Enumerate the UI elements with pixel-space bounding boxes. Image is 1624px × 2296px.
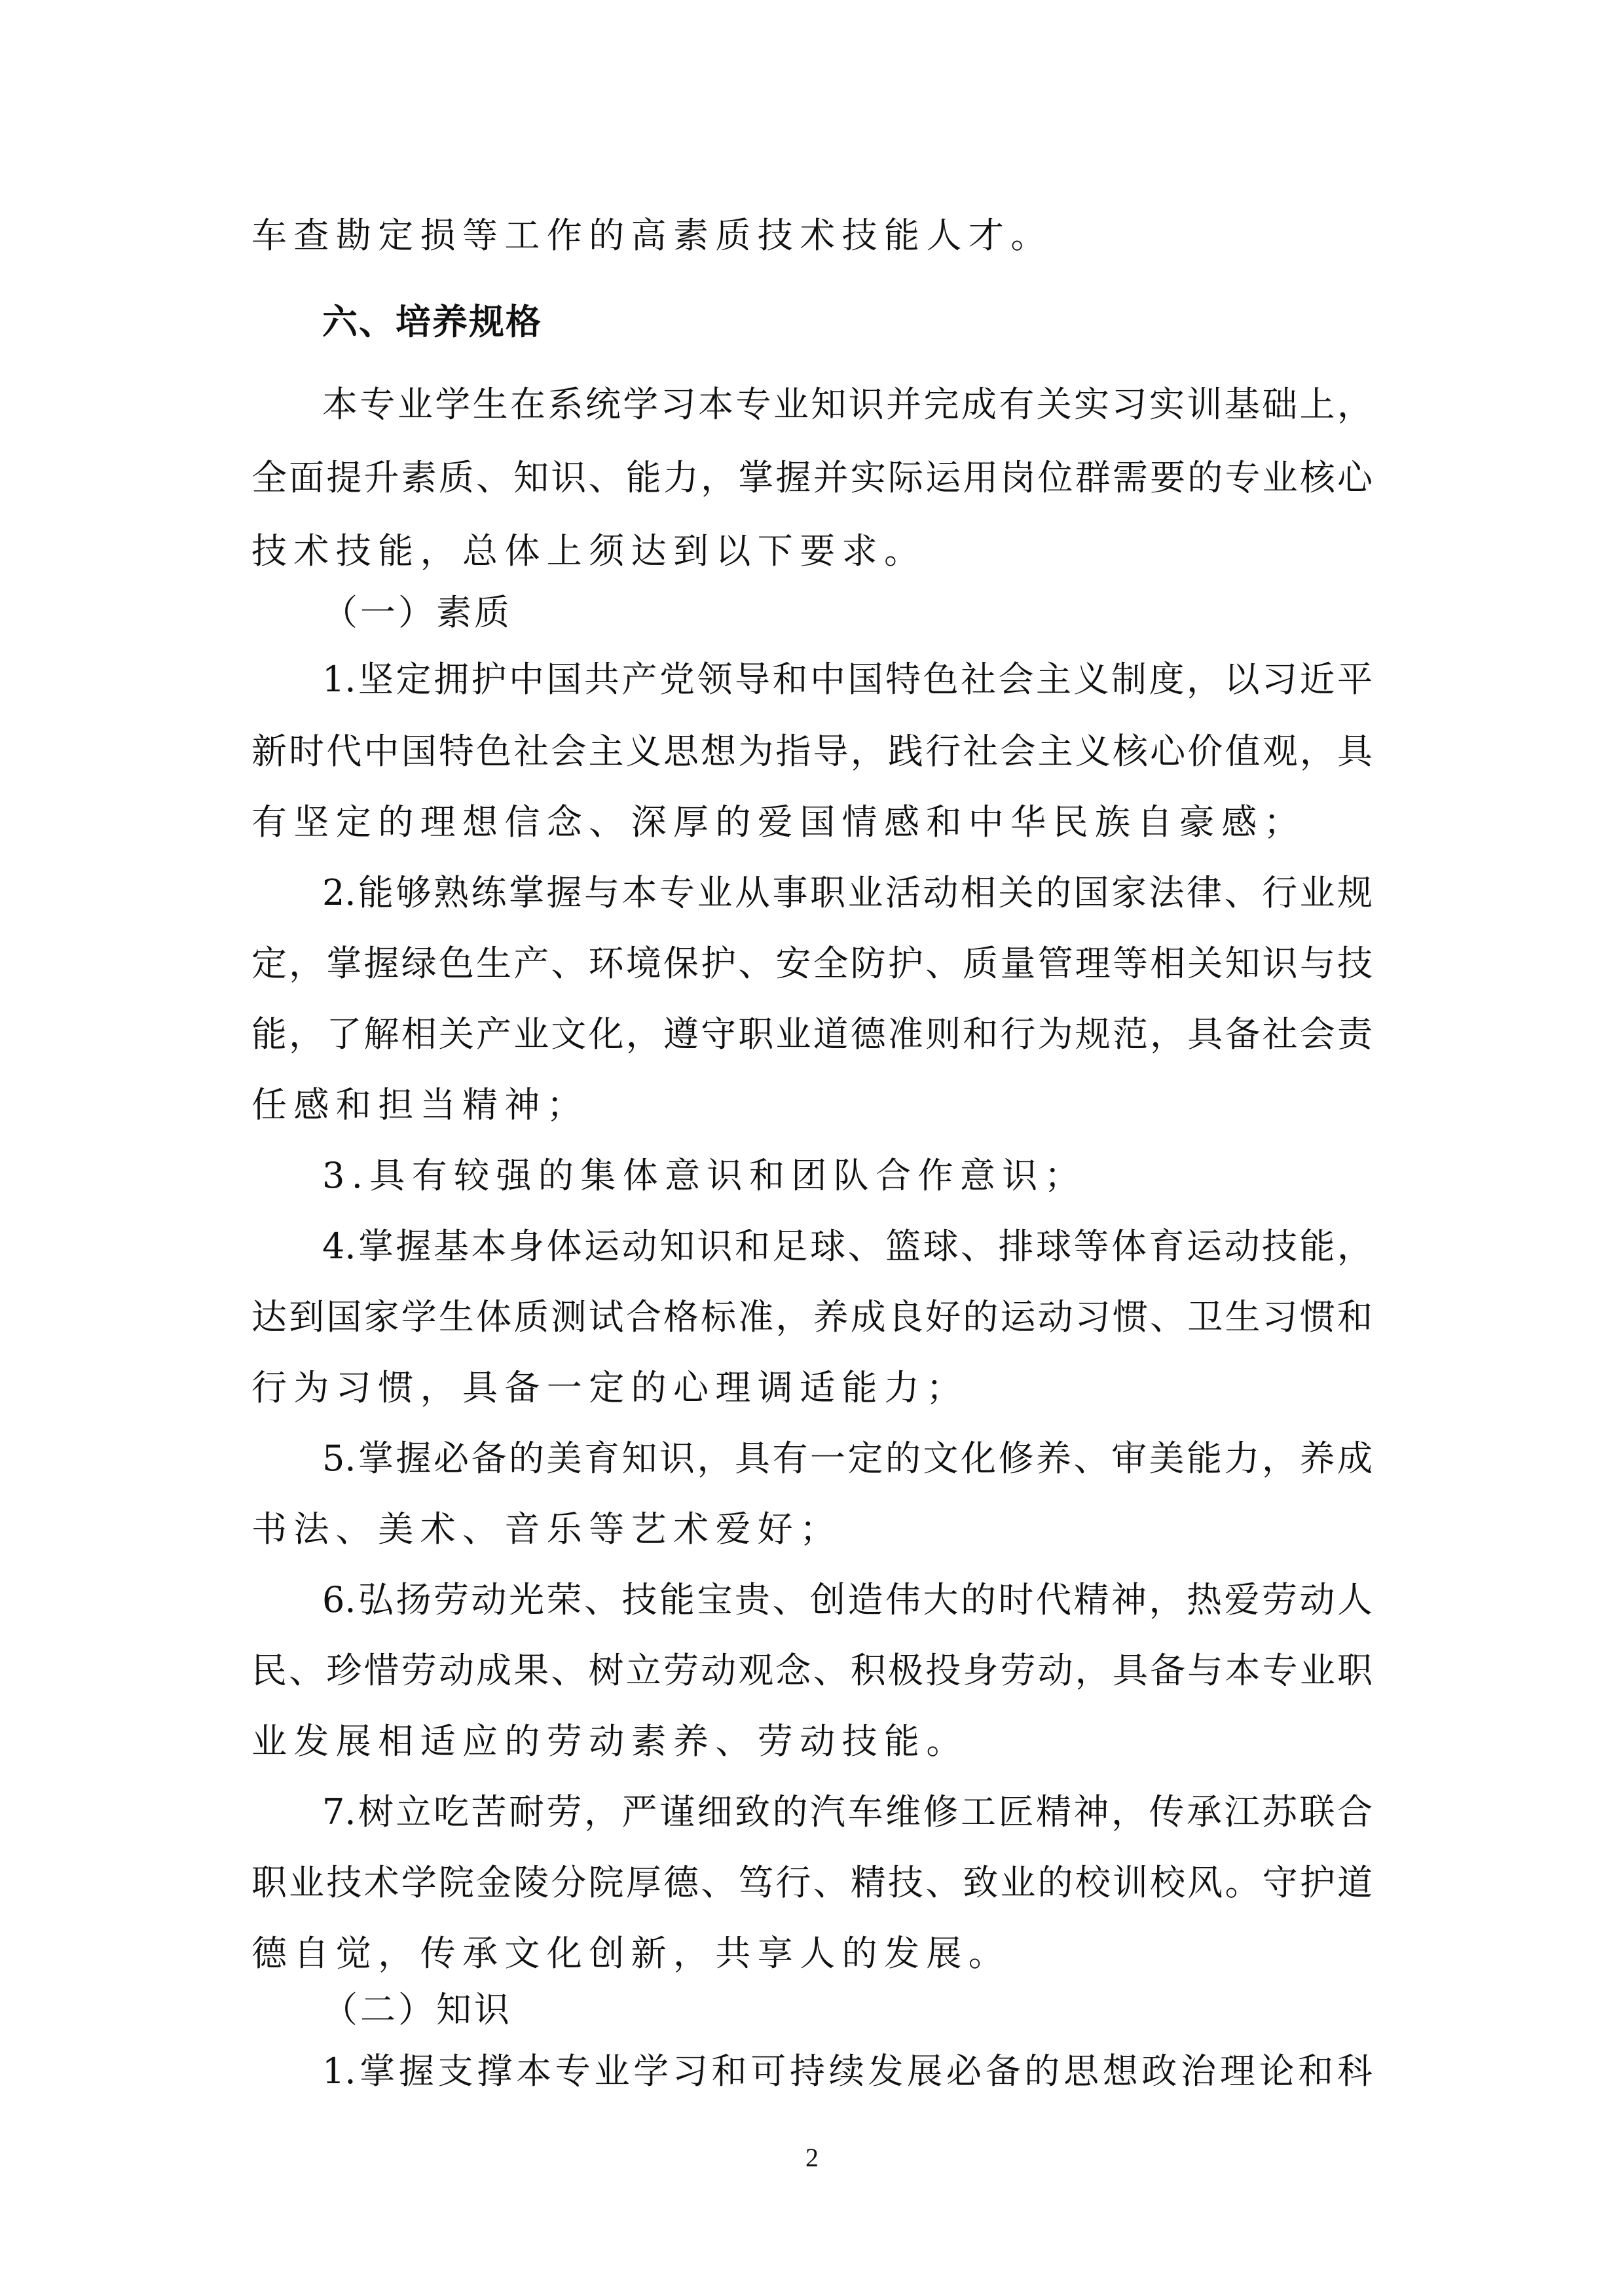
paragraph-line: 5.掌握必备的美育知识，具有一定的文化修养、审美能力，养成 [322, 1438, 1373, 1479]
subsection-heading: （二）知识 [322, 1989, 512, 2030]
paragraph-line: 新时代中国特色社会主义思想为指导，践行社会主义核心价值观，具 [251, 731, 1373, 772]
paragraph-line: 1.坚定拥护中国共产党领导和中国特色社会主义制度，以习近平 [322, 659, 1373, 700]
paragraph-line: 德自觉，传承文化创新，共享人的发展。 [251, 1933, 1011, 1974]
paragraph-line: 职业技术学院金陵分院厚德、笃行、精技、致业的校训校风。守护道 [251, 1862, 1373, 1903]
paragraph-line: 任感和担当精神； [251, 1084, 589, 1125]
paragraph-line: 达到国家学生体质测试合格标准，养成良好的运动习惯、卫生习惯和 [251, 1296, 1373, 1338]
section-heading: 六、培养规格 [322, 301, 542, 342]
subsection-heading: （一）素质 [322, 592, 512, 633]
paragraph-line: 4.掌握基本身体运动知识和足球、篮球、排球等体育运动技能， [322, 1226, 1373, 1267]
paragraph-line: 1.掌握支撑本专业学习和可持续发展必备的思想政治理论和科 [322, 2050, 1373, 2092]
paragraph-line: 书法、美术、音乐等艺术爱好； [251, 1508, 842, 1550]
paragraph-line: 车查勘定损等工作的高素质技术技能人才。 [251, 215, 1053, 256]
paragraph-line: 7.树立吃苦耐劳，严谨细致的汽车维修工匠精神，传承江苏联合 [322, 1791, 1373, 1832]
paragraph-line: 6.弘扬劳动光荣、技能宝贵、创造伟大的时代精神，热爱劳动人 [322, 1579, 1373, 1620]
paragraph-line: 有坚定的理想信念、深厚的爱国情感和中华民族自豪感； [251, 801, 1306, 843]
paragraph-line: 本专业学生在系统学习本专业知识并完成有关实习实训基础上， [322, 384, 1373, 425]
paragraph-line: 技术技能，总体上须达到以下要求。 [251, 530, 927, 572]
paragraph-line: 民、珍惜劳动成果、树立劳动观念、积极投身劳动，具备与本专业职 [251, 1650, 1373, 1691]
paragraph-line: 全面提升素质、知识、能力，掌握并实际运用岗位群需要的专业核心 [251, 457, 1373, 498]
paragraph-line: 行为习惯，具备一定的心理调适能力； [251, 1367, 969, 1408]
paragraph-line: 业发展相适应的劳动素养、劳动技能。 [251, 1721, 969, 1762]
paragraph-line: 定，掌握绿色生产、环境保护、安全防护、质量管理等相关知识与技 [251, 943, 1373, 984]
paragraph-line: 2.能够熟练掌握与本专业从事职业活动相关的国家法律、行业规 [322, 872, 1373, 913]
page-number: 2 [805, 2143, 819, 2172]
paragraph-line: 能，了解相关产业文化，遵守职业道德准则和行为规范，具备社会责 [251, 1013, 1373, 1055]
paragraph-line: 3.具有较强的集体意识和团队合作意识； [322, 1155, 1087, 1196]
